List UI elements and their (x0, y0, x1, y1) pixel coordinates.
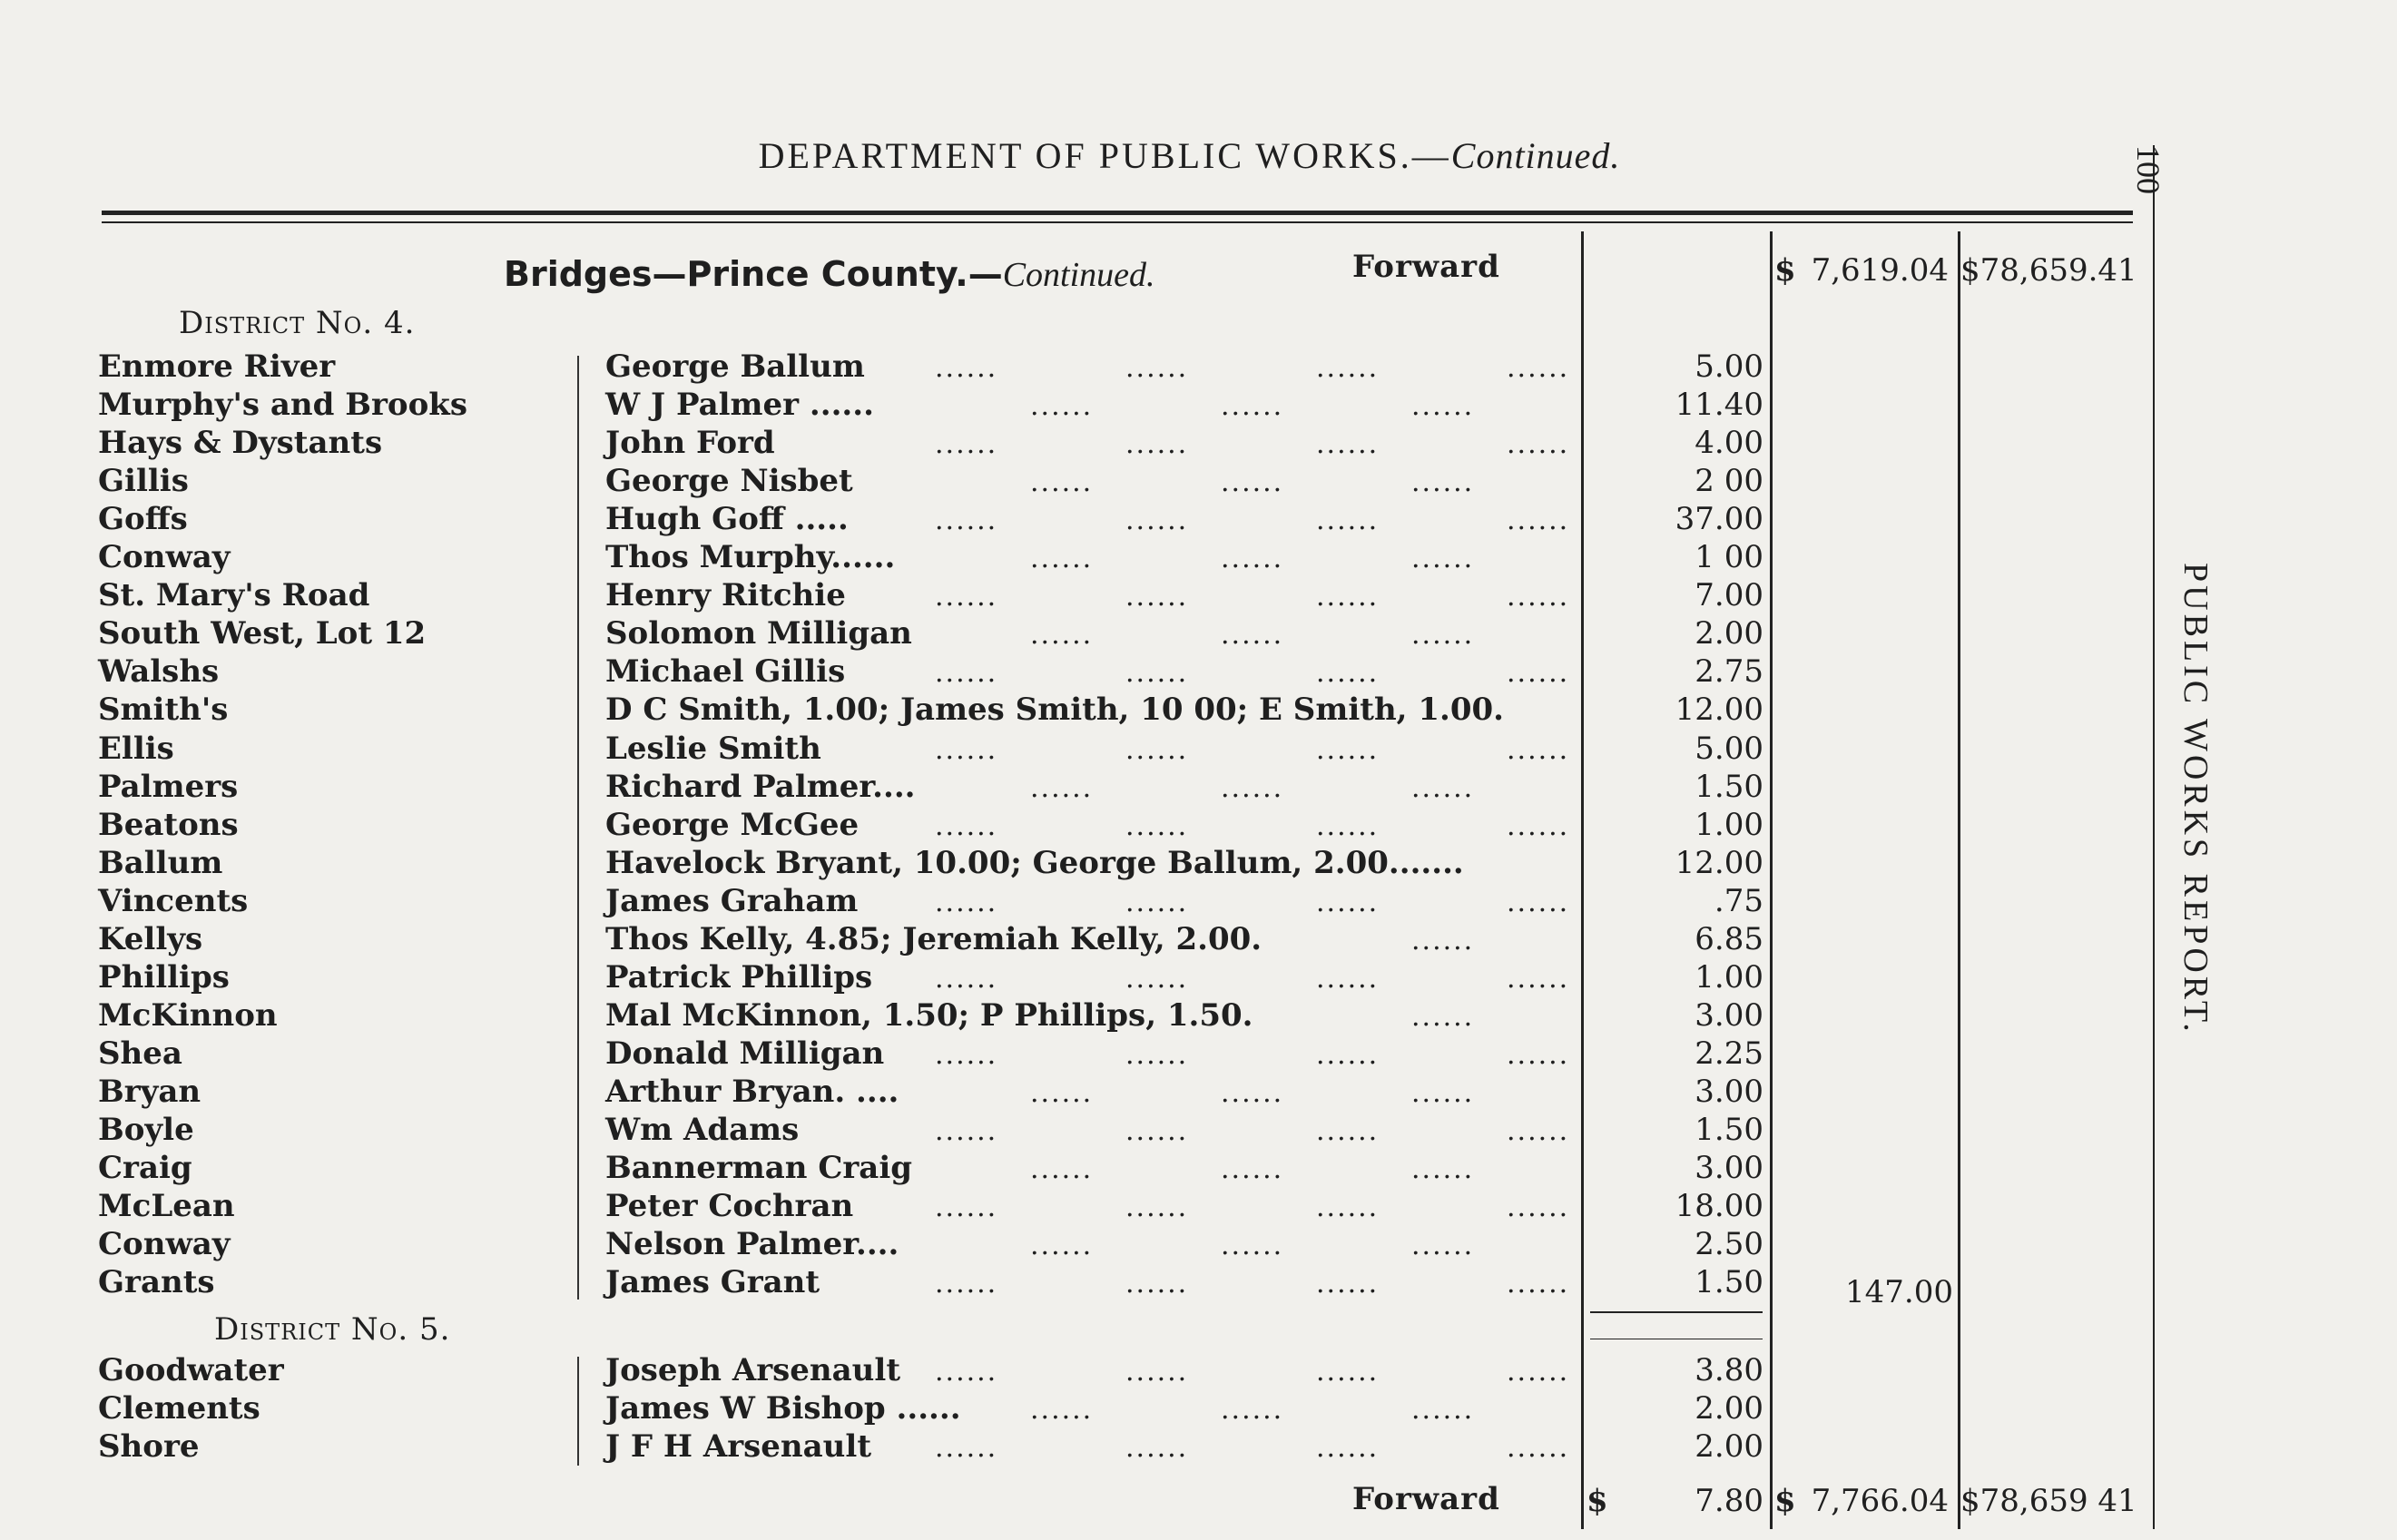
table-row (0, 653, 2397, 692)
leader-dots: ...... (1507, 581, 1570, 613)
place-name: Ballum (98, 844, 223, 881)
forward-top-col3: 7,619.04 (1811, 252, 1949, 289)
place-name: Kellys (98, 920, 203, 957)
amount: .75 (1714, 882, 1763, 919)
dot-leaders (0, 1074, 1575, 1112)
payee-name: Patrick Phillips (605, 958, 873, 996)
page-number: 100 (2130, 145, 2166, 194)
table-row (0, 997, 2397, 1035)
leader-dots: ...... (1507, 1268, 1570, 1300)
leader-dots: ...... (1221, 771, 1284, 804)
amount: 2.50 (1695, 1226, 1763, 1263)
leader-dots: ...... (1507, 1356, 1570, 1388)
table-row (0, 769, 2397, 807)
leader-dots: ...... (1125, 1115, 1189, 1147)
leader-dots: ...... (1316, 733, 1380, 766)
table-row (0, 1035, 2397, 1074)
amount: 6.85 (1695, 920, 1763, 957)
amount: 1.50 (1695, 768, 1763, 805)
payee-name: Bannerman Craig (605, 1150, 913, 1187)
place-name: Palmers (98, 768, 239, 805)
dot-leaders (0, 348, 1575, 387)
leader-dots: ...... (935, 352, 998, 384)
table-row (0, 1112, 2397, 1150)
payee-name: Thos Murphy...... (605, 539, 896, 576)
leader-dots: ...... (1030, 466, 1094, 499)
table-row (0, 1150, 2397, 1188)
leader-dots: ...... (1507, 1432, 1570, 1465)
dot-leaders (0, 769, 1575, 807)
leader-dots: ...... (1030, 543, 1094, 575)
amount: 4.00 (1695, 425, 1763, 462)
forward-top-label: Forward (1352, 249, 1500, 285)
payee-name: James Grant (605, 1264, 820, 1301)
leader-dots: ...... (1316, 962, 1380, 995)
leader-dots: ...... (1507, 1115, 1570, 1147)
table-row (0, 348, 2397, 387)
payee-name: John Ford (605, 425, 775, 462)
leader-dots: ...... (1316, 1268, 1380, 1300)
dot-leaders (0, 1352, 1575, 1390)
forward-bottom-col2: 7.80 (1695, 1483, 1763, 1519)
place-name: Ellis (98, 730, 174, 767)
dot-leaders (0, 807, 1575, 845)
place-name: Grants (98, 1264, 215, 1301)
leader-dots: ...... (1316, 352, 1380, 384)
leader-dots: ...... (1030, 1394, 1094, 1427)
place-name: Bryan (98, 1073, 201, 1110)
leader-dots: ...... (1030, 771, 1094, 804)
forward-bottom-dollar: $ (1587, 1483, 1608, 1519)
place-name: Hays & Dystants (98, 425, 383, 462)
dot-leaders (0, 883, 1575, 921)
header-rule-bottom (102, 221, 2133, 223)
table-row (0, 1188, 2397, 1226)
leader-dots: ...... (1125, 1192, 1189, 1224)
section-title: Bridges—Prince County.— (504, 254, 1003, 294)
payee-name: J F H Arsenault (605, 1428, 872, 1466)
leader-dots: ...... (1125, 886, 1189, 918)
leader-dots: ...... (1507, 657, 1570, 690)
amount: 18.00 (1675, 1188, 1763, 1225)
place-name: Beatons (98, 806, 239, 843)
leader-dots: ...... (1507, 505, 1570, 537)
amount: 1.00 (1695, 806, 1763, 843)
payee-name: Henry Ritchie (605, 577, 846, 614)
payee-name: Arthur Bryan. .... (605, 1073, 899, 1110)
payee-name: James Graham (605, 882, 859, 919)
payee-name: D C Smith, 1.00; James Smith, 10 00; E Smith, 1.00. (605, 692, 1505, 729)
dot-leaders (0, 1112, 1575, 1150)
leader-dots: ...... (1316, 1432, 1380, 1465)
payee-name: W J Palmer ...... (605, 387, 874, 424)
leader-dots: ...... (1316, 581, 1380, 613)
leader-dots: ...... (935, 1115, 998, 1147)
table-row (0, 501, 2397, 539)
amount: 5.00 (1695, 730, 1763, 767)
leader-dots: ...... (935, 657, 998, 690)
leader-dots: ...... (1316, 1115, 1380, 1147)
place-name: McLean (98, 1188, 235, 1225)
leader-dots: ...... (1125, 733, 1189, 766)
table-row (0, 1264, 2397, 1302)
payee-name: Michael Gillis (605, 653, 846, 691)
table-row (0, 692, 2397, 730)
district-4-subtotal-rule (1590, 1311, 1763, 1313)
place-name: Gillis (98, 463, 189, 500)
place-name: McKinnon (98, 996, 278, 1034)
leader-dots: ...... (1411, 1394, 1475, 1427)
leader-dots: ...... (1221, 1394, 1284, 1427)
forward-bottom-col3-dollar: $ (1774, 1483, 1796, 1519)
amount: 3.00 (1695, 996, 1763, 1034)
leader-dots: ...... (1125, 1432, 1189, 1465)
payee-name: Peter Cochran (605, 1188, 854, 1225)
amount: 5.00 (1695, 348, 1763, 385)
page-header-title (0, 134, 2388, 177)
payee-name: Thos Kelly, 4.85; Jeremiah Kelly, 2.00. (605, 920, 1262, 957)
leader-dots: ...... (1316, 1192, 1380, 1224)
place-name: Phillips (98, 958, 230, 996)
leader-dots: ...... (1507, 886, 1570, 918)
amount: 2.00 (1695, 615, 1763, 652)
dot-leaders (0, 615, 1575, 653)
amount: 1.50 (1695, 1112, 1763, 1148)
leader-dots: ...... (1507, 428, 1570, 461)
leader-dots: ...... (1125, 809, 1189, 842)
leader-dots: ...... (1411, 619, 1475, 652)
dot-leaders (0, 1188, 1575, 1226)
leader-dots: ...... (1030, 390, 1094, 423)
place-name: Goodwater (98, 1352, 284, 1388)
leader-dots: ...... (1125, 1356, 1189, 1388)
dot-leaders (0, 959, 1575, 997)
leader-dots: ...... (1316, 505, 1380, 537)
dot-leaders (0, 653, 1575, 692)
section-title-italic: Continued. (1002, 256, 1155, 294)
leader-dots: ...... (1030, 1153, 1094, 1186)
leader-dots: ...... (935, 1356, 998, 1388)
leader-dots: ...... (1411, 466, 1475, 499)
place-name: Boyle (98, 1112, 194, 1148)
leader-dots: ...... (1316, 809, 1380, 842)
leader-dots: ...... (1030, 1230, 1094, 1262)
amount: 37.00 (1675, 501, 1763, 538)
forward-bottom-col4: $78,659 41 (1960, 1483, 2137, 1519)
place-name: Enmore River (98, 348, 336, 385)
table-row (0, 959, 2397, 997)
leader-dots: ...... (1221, 619, 1284, 652)
payee-name: George McGee (605, 806, 860, 843)
forward-top-col4: $78,659.41 (1960, 252, 2137, 289)
place-name: Goffs (98, 501, 188, 538)
leader-dots: ...... (1507, 809, 1570, 842)
dot-leaders (0, 577, 1575, 615)
leader-dots: ...... (935, 809, 998, 842)
payee-name: Mal McKinnon, 1.50; P Phillips, 1.50. (605, 996, 1253, 1034)
payee-name: Richard Palmer.... (605, 768, 916, 805)
leader-dots: ...... (935, 962, 998, 995)
leader-dots: ...... (935, 1432, 998, 1465)
header-title-text: DEPARTMENT OF PUBLIC WORKS.— (758, 135, 1451, 176)
amount: 1.00 (1695, 958, 1763, 996)
header-title-italic: Continued. (1450, 135, 1621, 176)
place-name: Shore (98, 1428, 200, 1466)
payee-name: Leslie Smith (605, 730, 821, 767)
leader-dots: ...... (1221, 466, 1284, 499)
forward-bottom-col3: 7,766.04 (1811, 1483, 1949, 1519)
district-4-label (179, 305, 415, 341)
dot-leaders (0, 845, 1575, 883)
leader-dots: ...... (1125, 962, 1189, 995)
dot-leaders (0, 1226, 1575, 1264)
amount: 3.00 (1695, 1073, 1763, 1110)
leader-dots: ...... (1507, 962, 1570, 995)
amount: 1.50 (1695, 1264, 1763, 1301)
leader-dots: ...... (935, 886, 998, 918)
leader-dots: ...... (1411, 1076, 1475, 1109)
amount: 7.00 (1695, 577, 1763, 614)
leader-dots: ...... (1221, 1076, 1284, 1109)
amount: 1 00 (1695, 539, 1763, 576)
table-row (0, 387, 2397, 425)
amount: 11.40 (1675, 387, 1763, 424)
table-row (0, 539, 2397, 577)
dot-leaders (0, 1264, 1575, 1302)
amount: 12.00 (1675, 692, 1763, 729)
place-name: Craig (98, 1150, 192, 1187)
table-row (0, 463, 2397, 501)
leader-dots: ...... (1507, 733, 1570, 766)
leader-dots: ...... (1221, 543, 1284, 575)
dot-leaders (0, 539, 1575, 577)
leader-dots: ...... (1411, 543, 1475, 575)
table-row (0, 1428, 2397, 1466)
leader-dots: ...... (1030, 619, 1094, 652)
leader-dots: ...... (1507, 1038, 1570, 1071)
dot-leaders (0, 1390, 1575, 1428)
dot-leaders (0, 1035, 1575, 1074)
running-title: PUBLIC WORKS REPORT. (2176, 563, 2215, 1035)
payee-name: Nelson Palmer.... (605, 1226, 899, 1263)
amount: 2 00 (1695, 463, 1763, 500)
dot-leaders (0, 463, 1575, 501)
leader-dots: ...... (935, 505, 998, 537)
district-5-text: District No. 5. (214, 1311, 451, 1348)
place-name: South West, Lot 12 (98, 615, 427, 652)
payee-name: Solomon Milligan (605, 615, 912, 652)
table-row (0, 731, 2397, 769)
leader-dots: ...... (1125, 1038, 1189, 1071)
dot-leaders (0, 1428, 1575, 1466)
district-5-label (214, 1311, 450, 1348)
leader-dots: ...... (935, 428, 998, 461)
place-name: Clements (98, 1390, 260, 1427)
leader-dots: ...... (1411, 771, 1475, 804)
dot-leaders (0, 921, 1575, 959)
place-name: Walshs (98, 653, 220, 691)
leader-dots: ...... (1221, 390, 1284, 423)
dot-leaders (0, 997, 1575, 1035)
place-name: Murphy's and Brooks (98, 387, 467, 424)
forward-top-dollar: $ (1774, 252, 1796, 289)
table-row (0, 425, 2397, 463)
table-row (0, 921, 2397, 959)
amount: 3.00 (1695, 1150, 1763, 1187)
place-name: Vincents (98, 882, 249, 919)
payee-name: George Nisbet (605, 463, 853, 500)
leader-dots: ...... (1125, 657, 1189, 690)
leader-dots: ...... (1125, 505, 1189, 537)
table-row (0, 1226, 2397, 1264)
amount: 2.25 (1695, 1035, 1763, 1072)
dot-leaders (0, 731, 1575, 769)
leader-dots: ...... (935, 1192, 998, 1224)
leader-dots: ...... (1507, 352, 1570, 384)
payee-name: Wm Adams (605, 1112, 800, 1148)
payee-name: James W Bishop ...... (605, 1390, 961, 1427)
section-heading (504, 254, 1155, 295)
payee-name: Donald Milligan (605, 1035, 885, 1072)
leader-dots: ...... (1125, 428, 1189, 461)
payee-name: George Ballum (605, 348, 865, 385)
leader-dots: ...... (1316, 886, 1380, 918)
leader-dots: ...... (1411, 924, 1475, 956)
table-row (0, 1074, 2397, 1112)
forward-bottom-label: Forward (1352, 1481, 1500, 1517)
leader-dots: ...... (1125, 352, 1189, 384)
dot-leaders (0, 501, 1575, 539)
table-row (0, 845, 2397, 883)
place-name: Smith's (98, 692, 229, 729)
amount: 2.00 (1695, 1390, 1763, 1427)
place-name: Conway (98, 539, 231, 576)
leader-dots: ...... (1411, 1153, 1475, 1186)
place-name: St. Mary's Road (98, 577, 370, 614)
leader-dots: ...... (935, 733, 998, 766)
leader-dots: ...... (1316, 428, 1380, 461)
leader-dots: ...... (1411, 1230, 1475, 1262)
leader-dots: ...... (935, 1038, 998, 1071)
leader-dots: ...... (1411, 390, 1475, 423)
district-4-subtotal: 147.00 (1845, 1274, 1953, 1310)
leader-dots: ...... (1316, 657, 1380, 690)
dot-leaders (0, 425, 1575, 463)
leader-dots: ...... (1030, 1076, 1094, 1109)
payee-name: Joseph Arsenault (605, 1352, 901, 1388)
dot-leaders (0, 1150, 1575, 1188)
place-name: Shea (98, 1035, 182, 1072)
table-row (0, 807, 2397, 845)
leader-dots: ...... (935, 581, 998, 613)
leader-dots: ...... (935, 1268, 998, 1300)
table-row (0, 577, 2397, 615)
leader-dots: ...... (1507, 1192, 1570, 1224)
district-4-text: District No. 4. (179, 305, 416, 341)
table-row (0, 1352, 2397, 1390)
payee-name: Havelock Bryant, 10.00; George Ballum, 2.00....... (605, 844, 1464, 881)
table-row (0, 615, 2397, 653)
header-rule-top (102, 211, 2133, 215)
leader-dots: ...... (1316, 1038, 1380, 1071)
amount: 2.00 (1695, 1428, 1763, 1466)
table-row (0, 1390, 2397, 1428)
leader-dots: ...... (1125, 1268, 1189, 1300)
leader-dots: ...... (1316, 1356, 1380, 1388)
payee-name: Hugh Goff ..... (605, 501, 849, 538)
leader-dots: ...... (1411, 1000, 1475, 1033)
leader-dots: ...... (1221, 1153, 1284, 1186)
amount: 12.00 (1675, 844, 1763, 881)
amount: 2.75 (1695, 653, 1763, 691)
dot-leaders (0, 692, 1575, 730)
amount: 3.80 (1695, 1352, 1763, 1388)
place-name: Conway (98, 1226, 231, 1263)
dot-leaders (0, 387, 1575, 425)
table-row (0, 883, 2397, 921)
leader-dots: ...... (1125, 581, 1189, 613)
leader-dots: ...... (1221, 1230, 1284, 1262)
